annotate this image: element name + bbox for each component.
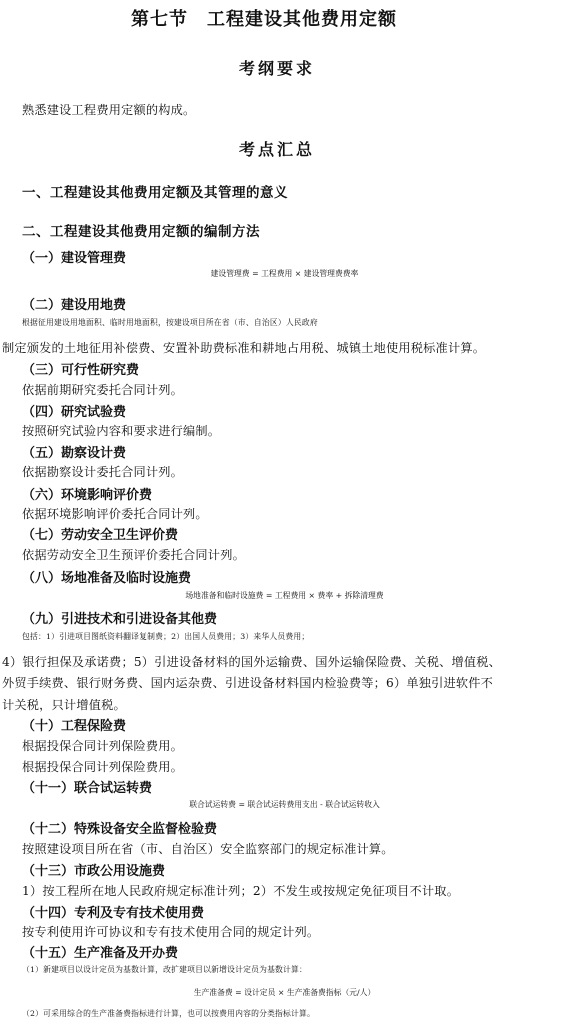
item-9-text-line: 外贸手续费、银行财务费、国内运杂费、引进设备材料国内检验费等；6）单独引进软件不 <box>2 676 494 690</box>
item-heading-10: （十）工程保险费 <box>22 719 127 734</box>
item-heading-3: （三）可行性研究费 <box>22 363 140 378</box>
item-13-text: 1）按工程所在地人民政府规定标准计列；2）不发生或按规定免征项目不计取。 <box>22 884 460 898</box>
item-heading-7: （七）劳动安全卫生评价费 <box>22 528 179 543</box>
item-4-text: 按照研究试验内容和要求进行编制。 <box>22 424 221 438</box>
item-15-text-line: （1）新建项目以设计定员为基数计算，改扩建项目以新增设计定员为基数计算： <box>22 965 308 974</box>
item-9-text-line: 4）银行担保及承诺费；5）引进设备材料的国外运输费、国外运输保险费、关税、增值税、 <box>2 655 502 669</box>
item-3-text: 依据前期研究委托合同计列。 <box>22 383 184 397</box>
item-9-text-line: 计关税，只计增值税。 <box>2 698 126 712</box>
item-heading-14: （十四）专利及专有技术使用费 <box>22 906 205 921</box>
item-heading-5: （五）勘察设计费 <box>22 446 127 461</box>
item-heading-4: （四）研究试验费 <box>22 405 127 420</box>
item-2-text-line: 根据征用建设用地面积、临时用地面积，按建设项目所在省（市、自治区）人民政府 <box>22 318 318 327</box>
item-heading-15: （十五）生产准备及开办费 <box>22 946 179 961</box>
item-heading-9: （九）引进技术和引进设备其他费 <box>22 612 218 627</box>
item-9-text-line: 包括：1）引进项目图纸资料翻译复制费；2）出国人员费用；3）来华人员费用； <box>22 632 310 641</box>
item-2-text-line: 制定颁发的土地征用补偿费、安置补助费标准和耕地占用税、城镇土地使用税标准计算。 <box>2 341 486 355</box>
item-6-text: 依据环境影响评价委托合同计列。 <box>22 507 208 521</box>
section-heading-2: 二、工程建设其他费用定额的编制方法 <box>22 224 260 240</box>
item-7-text: 依据劳动安全卫生预评价委托合同计列。 <box>22 548 245 562</box>
item-15-text-line: （2）可采用综合的生产准备费指标进行计算，也可以按费用内容的分类指标计算。 <box>22 1009 316 1018</box>
item-heading-11: （十一）联合试运转费 <box>22 781 153 796</box>
section-heading-1: 一、工程建设其他费用定额及其管理的意义 <box>22 185 288 201</box>
item-heading-12: （十二）特殊设备安全监督检验费 <box>22 822 218 837</box>
item-15-formula: 生产准备费 = 设计定员 × 生产准备费指标（元/人） <box>193 988 376 997</box>
item-8-formula: 场地准备和临时设施费 = 工程费用 × 费率 + 拆除清理费 <box>185 591 384 600</box>
item-10-text-line: 根据投保合同计列保险费用。 <box>22 739 184 753</box>
requirement-text: 熟悉建设工程费用定额的构成。 <box>22 103 196 117</box>
exam-requirements-heading: 考纲要求 <box>238 59 315 78</box>
item-12-text: 按照建设项目所在省（市、自治区）安全监察部门的规定标准计算。 <box>22 842 394 856</box>
item-10-text-line: 根据投保合同计列保险费用。 <box>22 760 184 774</box>
item-heading-8: （八）场地准备及临时设施费 <box>22 571 192 586</box>
key-points-heading: 考点汇总 <box>238 140 315 159</box>
item-heading-1: （一）建设管理费 <box>22 251 127 266</box>
item-11-formula: 联合试运转费 = 联合试运转费用支出 - 联合试运转收入 <box>189 800 380 809</box>
item-heading-13: （十三）市政公用设施费 <box>22 864 166 879</box>
item-heading-2: （二）建设用地费 <box>22 298 127 313</box>
section-title: 第七节 工程建设其他费用定额 <box>131 9 397 30</box>
item-1-formula: 建设管理费 = 工程费用 × 建设管理费费率 <box>210 269 359 278</box>
item-14-text: 按专利使用许可协议和专有技术使用合同的规定计列。 <box>22 925 320 939</box>
item-5-text: 依据勘察设计委托合同计列。 <box>22 465 184 479</box>
item-heading-6: （六）环境影响评价费 <box>22 488 153 503</box>
